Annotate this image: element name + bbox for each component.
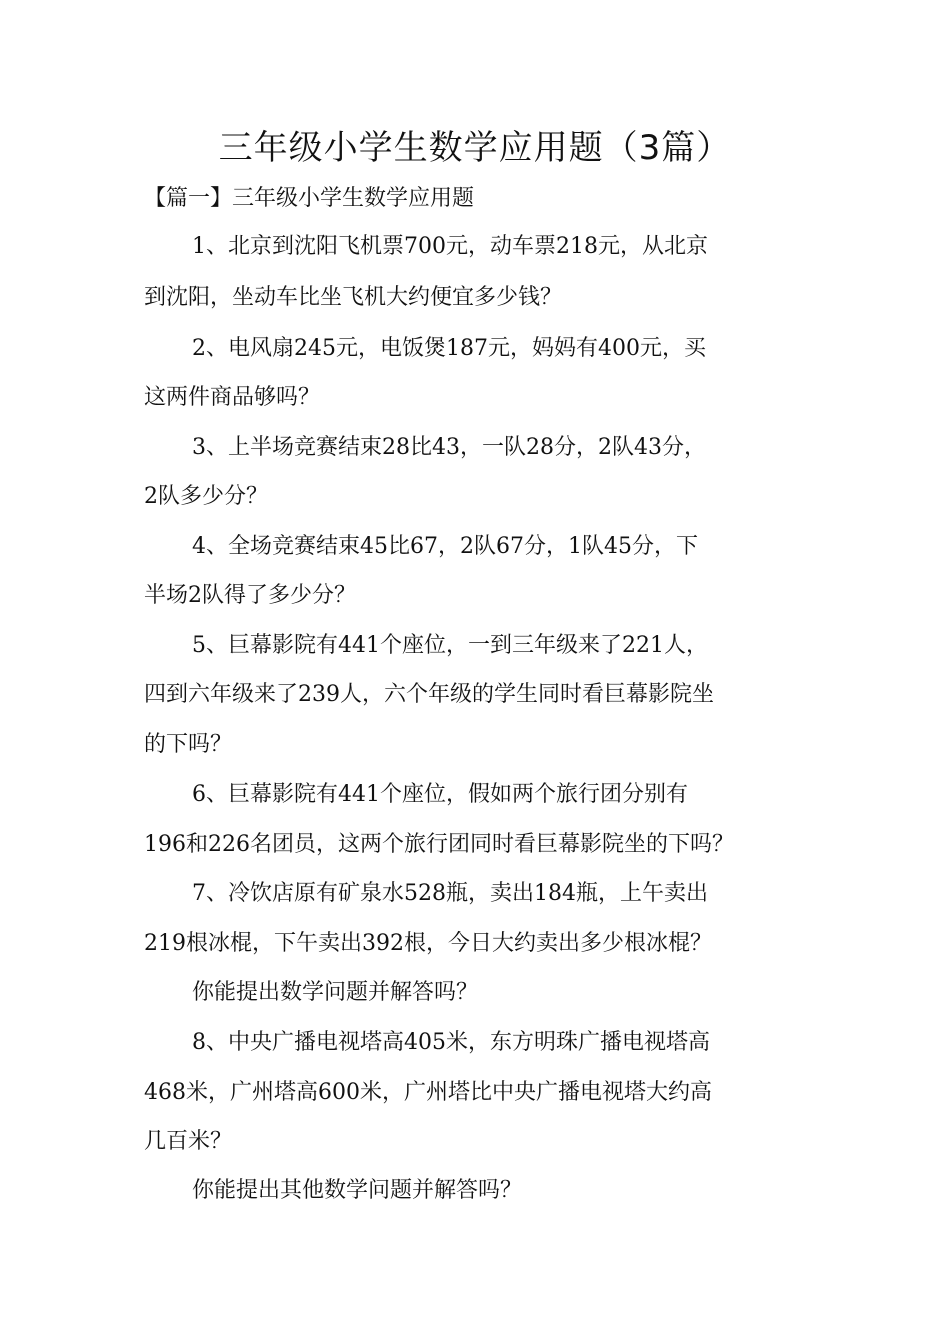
problem-6-line-1: 6、巨幕影院有441个座位，假如两个旅行团分别有	[192, 782, 688, 807]
problem-8-line-2: 468米，广州塔高600米，广州塔比中央广播电视塔大约高	[144, 1080, 712, 1105]
problem-6-line-2: 196和226名团员，这两个旅行团同时看巨幕影院坐的下吗？	[144, 832, 734, 857]
problem-1-line-1: 1、北京到沈阳飞机票700元，动车票218元，从北京	[192, 234, 708, 259]
problem-8-question: 你能提出其他数学问题并解答吗？	[192, 1178, 523, 1203]
problem-4-line-2: 半场2队得了多少分？	[144, 583, 356, 608]
problem-1-line-2: 到沈阳，坐动车比坐飞机大约便宜多少钱？	[144, 285, 563, 310]
section-heading: 【篇一】三年级小学生数学应用题	[144, 186, 475, 211]
problem-8-line-3: 几百米？	[144, 1129, 233, 1154]
problem-7-line-2: 219根冰棍，下午卖出392根，今日大约卖出多少根冰棍？	[144, 931, 712, 956]
problem-7-question: 你能提出数学问题并解答吗？	[192, 980, 479, 1005]
document-title: 三年级小学生数学应用题（3篇）	[218, 128, 732, 168]
problem-4-line-1: 4、全场竞赛结束45比67，2队67分，1队45分，下	[192, 534, 698, 559]
problem-7-line-1: 7、冷饮店原有矿泉水528瓶，卖出184瓶，上午卖出	[192, 881, 708, 906]
problem-5-line-2: 四到六年级来了239人，六个年级的学生同时看巨幕影院坐	[144, 682, 714, 707]
problem-3-line-1: 3、上半场竞赛结束28比43，一队28分，2队43分，	[192, 435, 706, 460]
problem-8-line-1: 8、中央广播电视塔高405米，东方明珠广播电视塔高	[192, 1030, 710, 1055]
problem-2-line-2: 这两件商品够吗？	[144, 385, 321, 410]
problem-5-line-3: 的下吗？	[144, 732, 233, 757]
problem-2-line-1: 2、电风扇245元，电饭煲187元，妈妈有400元，买	[192, 336, 706, 361]
problem-3-line-2: 2队多少分？	[144, 484, 268, 509]
problem-5-line-1: 5、巨幕影院有441个座位，一到三年级来了221人，	[192, 633, 708, 658]
